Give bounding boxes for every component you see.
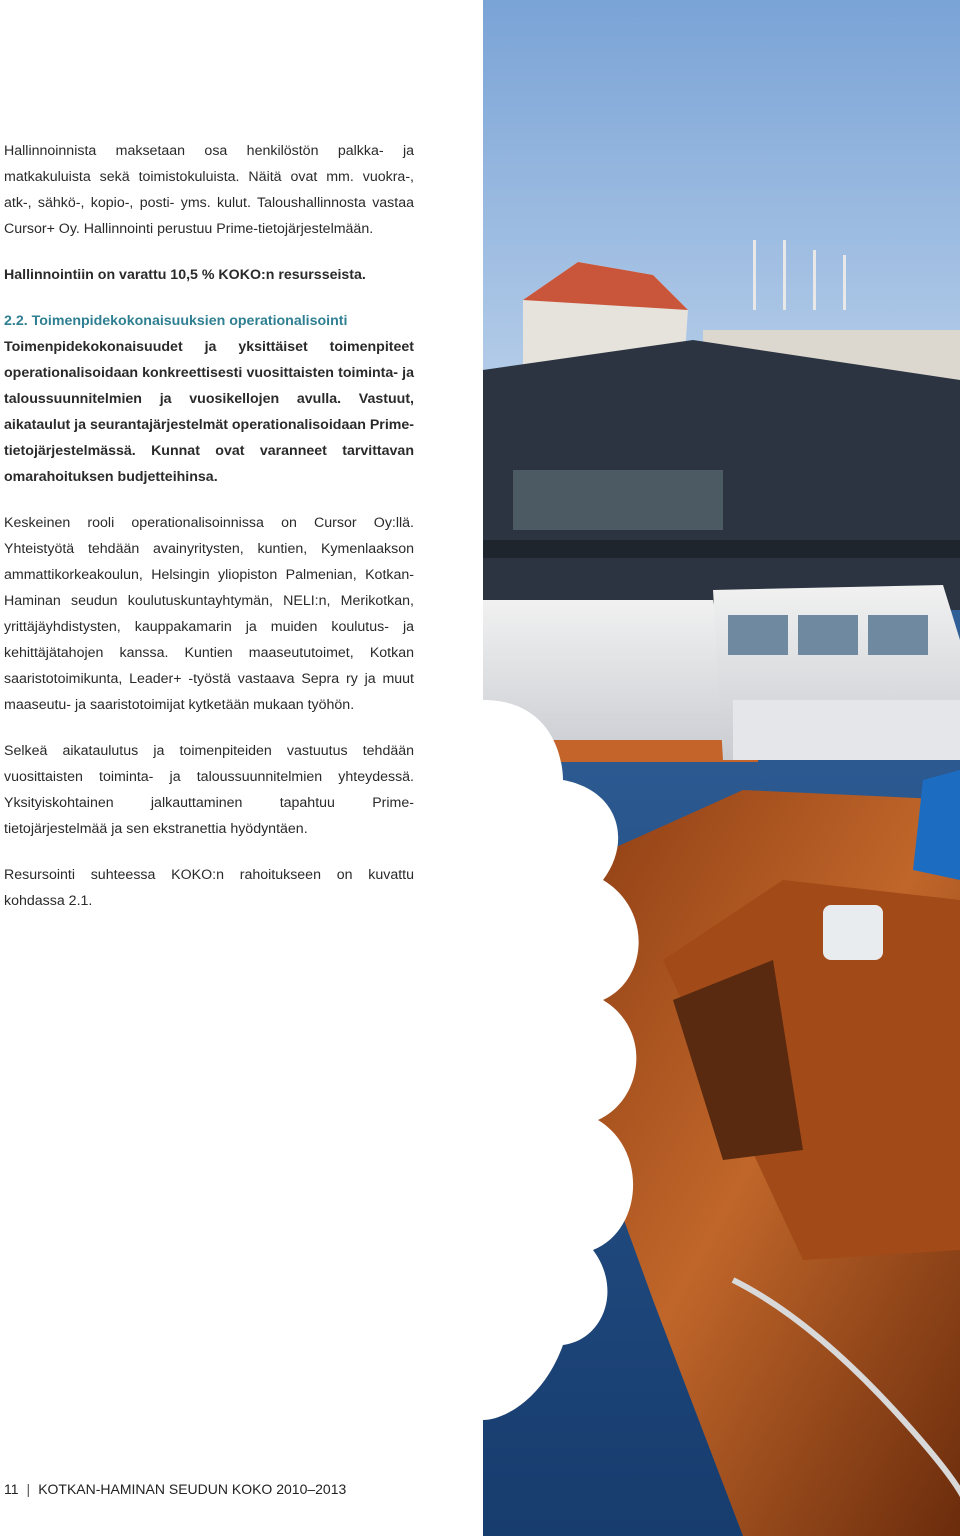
section-heading: 2.2. Toimenpidekokonaisuuksien operationalisointi [4,313,348,329]
harbor-boats-photo [483,0,960,1536]
body-text-column [4,138,414,914]
paragraph-administration-costs: Hallinnoinnista maksetaan osa henkilöstön palkka- ja matkakuluista sekä toimistokuluista. Näitä ovat mm. vuokra-, atk-, sähkö-, kopio-, posti- yms. kulut. Taloushallinnosta vastaa Cursor+ Oy. Hallinnointi perustuu Prime-tietojärjestelmään. [4,143,414,237]
paragraph-cooperation: Keskeinen rooli operationalisoinnissa on Cursor Oy:llä. Yhteistyötä tehdään avainyritysten, kuntien, Kymenlaakson ammattikorkeakoulun, Helsingin yliopiston Palmenian, Kotkan-Haminan seudun koulutuskuntayhtymän, NELI:n, Merikotkan, yrittäjäyhdistysten, kauppakamarin ja muiden koulutus- ja kehittäjätahojen kanssa. Kuntien maaseututoimet, Kotkan saaristotoimikunta, Leader+ -työstä vastaava Sepra ry ja muut maaseutu- ja saaristotoimijat kytketään mukaan työhön. [4,515,414,713]
page-footer [4,1479,346,1499]
footer-separator: | [26,1481,31,1497]
paragraph-scheduling: Selkeä aikataulutus ja toimenpiteiden vastuutus tehdään vuosittaisten toiminta- ja taloussuunnitelmien yhteydessä. Yksityiskohtainen jalkauttaminen tapahtuu Prime-tietojärjestelmää ja sen ekstranettia hyödyntäen. [4,743,414,837]
paragraph-resource-allocation: Hallinnointiin on varattu 10,5 % KOKO:n resursseista. [4,267,366,283]
footer-title: KOTKAN-HAMINAN SEUDUN KOKO 2010–2013 [38,1481,347,1497]
page-number: 11 [4,1481,19,1497]
paragraph-operationalisation: Toimenpidekokonaisuudet ja yksittäiset toimenpiteet operationalisoidaan konkreettisesti vuosittaisten toiminta- ja taloussuunnitelmien ja vuosikellojen avulla. Vastuut, aikataulut ja seurantajärjestelmät operationalisoidaan Prime-tietojärjestelmässä. Kunnat ovat varanneet tarvittavan omarahoituksen budjetteihinsa. [4,339,415,485]
paragraph-resourcing: Resursointi suhteessa KOKO:n rahoitukseen on kuvattu kohdassa 2.1. [4,867,414,909]
